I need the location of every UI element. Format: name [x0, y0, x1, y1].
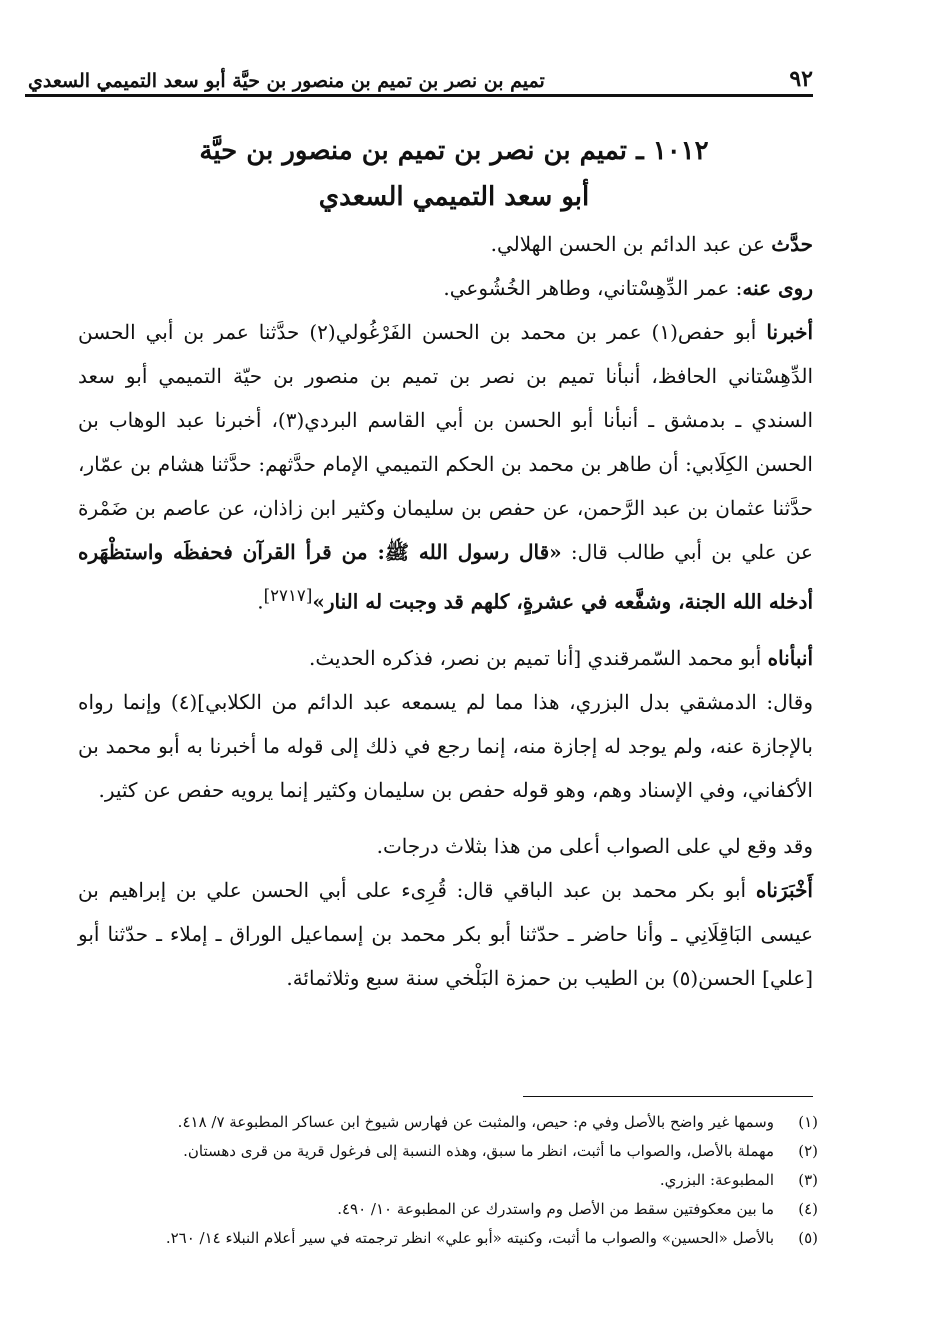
running-title: تميم بن نصر بن تميم بن منصور بن حيَّة أبو سعد التميمي السعدي	[28, 70, 545, 92]
paragraph-commentary: وقال: الدمشقي بدل البزري، هذا مما لم يسمعه عبد الدائم من الكلابي](٤) وإنما رواه بالإجازة عنه، ولم يوجد له إجازة منه، إنما رجع في ذلك إلى قوله ما أخبرنا به أبو محمد بن الأكفاني، وفي الإسناد وهم، وهو قوله حفص بن سليمان وكثير إنما يرويه حفص عن كثير.	[78, 689, 813, 802]
footnote	[95, 1166, 818, 1195]
keyword: أَخْبَرَناه	[755, 877, 813, 902]
footnote-text: مهملة بالأصل، والصواب ما أثبت، انظر ما سبق، وهذه النسبة إلى فرغول قرية من قرى دهستان.	[183, 1142, 774, 1160]
paragraph-text: أبو بكر محمد بن عبد الباقي قال: قُرِىء على أبي الحسن علي بن إبراهيم بن عيسى البَاقِلَانِي ـ وأنا حاضر ـ حدّثنا أبو بكر محمد بن إسماعيل الوراق ـ إملاء ـ حدّثنا أبو [علي] الحسن(٥) بن الطيب بن حمزة البَلْخي سنة سبع وثلاثمائة.	[78, 877, 814, 990]
keyword: حدَّث	[771, 232, 813, 256]
paragraph-narrated	[78, 222, 813, 266]
paragraph-text: أبو حفص(١) عمر بن محمد بن الحسن الفَرْغُولي(٢) حدَّثنا عمر بن أبي الحسن الدِّهِسْتاني الحافظ، أنبأنا تميم بن نصر بن تميم بن منصور بن حيّة التميمي أبو سعد السندي ـ بدمشق ـ أنبأنا أبو الحسن بن أبي القاسم البردي(٣)، أخبرنا عبد الوهاب بن الحسن الكِلَابي: أن طاهر بن محمد بن الحكم التميمي الإمام حدَّثهم: حدَّثنا هشام بن عمّار، حدَّثنا عثمان بن عبد الرَّحمن، عن حفص بن سليمان وكثير ابن زاذان، عن عاصم بن ضَمْرة عن علي بن أبي طالب قال:	[78, 320, 813, 564]
paragraph-akhbarana	[78, 868, 813, 1000]
footnote-text: بالأصل «الحسين» والصواب ما أثبت، وكنيته «أبو علي» انظر ترجمته في سير أعلام النبلاء ١٤/ ٢٦٠.	[165, 1229, 774, 1247]
keyword: أنبأناه	[767, 645, 813, 670]
paragraph-narrators	[78, 266, 813, 310]
footnote	[95, 1224, 818, 1253]
keyword: روى عنه	[742, 276, 813, 300]
paragraph-text: أبو محمد السّمرقندي [أنا تميم بن نصر، فذكره الحديث.	[309, 645, 768, 670]
footnote-text: وسمها غير واضح بالأصل وفي م: حيص، والمثبت عن فهارس شيوخ ابن عساكر المطبوعة ٧/ ٤١٨.	[177, 1113, 774, 1131]
paragraph-end: .	[257, 589, 264, 614]
paragraph-anba	[78, 636, 813, 680]
footnotes	[95, 1108, 818, 1253]
running-header	[28, 58, 813, 92]
entry-title-line2: أبو سعد التميمي السعدي	[318, 182, 590, 212]
spacer	[78, 812, 813, 824]
footnote-number: (٥)	[798, 1229, 818, 1247]
paragraph-text: عن عبد الدائم بن الحسن الهلالي.	[490, 232, 772, 256]
header-rule	[25, 94, 813, 97]
hadith-text: «قال رسول الله ﷺ: من قرأ القرآن فحفظَه واستظْهَره أدخله الله الجنة، وشفَّعه في عشرةٍ، كلهم قد وجبت له النار»	[78, 540, 813, 614]
entry-title	[120, 128, 788, 220]
entry-title-line1: ١٠١٢ ـ تميم بن نصر بن تميم بن منصور بن حيَّة	[199, 136, 709, 166]
keyword: أخبرنا	[766, 320, 813, 344]
footnote-number: (٣)	[798, 1171, 818, 1189]
footnote-number: (٤)	[798, 1200, 818, 1218]
footnote-number: (١)	[798, 1113, 818, 1131]
footnote	[95, 1108, 818, 1137]
footnote-text: ما بين معكوفتين سقط من الأصل وم واستدرك عن المطبوعة ١٠/ ٤٩٠.	[337, 1200, 774, 1218]
spacer	[78, 624, 813, 636]
footnote-rule	[523, 1096, 813, 1097]
paragraph-isnad	[78, 310, 813, 624]
footnote-number: (٢)	[798, 1142, 818, 1160]
paragraph-note: وقد وقع لي على الصواب أعلى من هذا بثلاث درجات.	[376, 833, 813, 858]
footnote	[95, 1137, 818, 1166]
paragraph-text: : عمر الدِّهِسْتاني، وطاهر الخُشُوعي.	[443, 276, 743, 300]
body-text	[78, 222, 813, 1000]
page-number: ٩٢	[789, 66, 813, 92]
footnote-text: المطبوعة: البزري.	[659, 1171, 774, 1189]
footnote	[95, 1195, 818, 1224]
hadith-reference: [٢٧١٧]	[263, 586, 313, 605]
